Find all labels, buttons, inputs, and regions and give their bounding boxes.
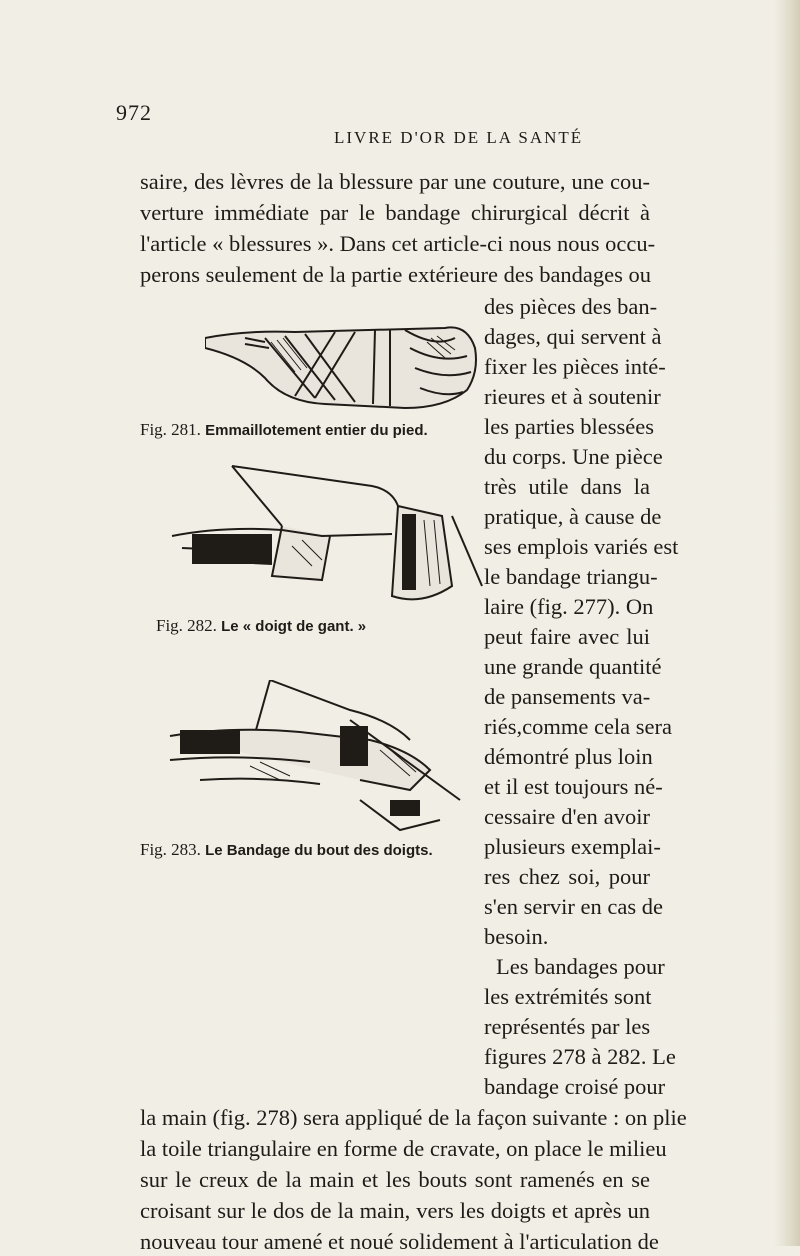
figure-283-caption (140, 840, 433, 860)
text-line: figures 278 à 282. Le (484, 1044, 676, 1069)
text-line: saire, des lèvres de la blessure par une couture, une cou- (140, 169, 650, 194)
text-line: rieures et à soutenir (484, 384, 661, 409)
figure-283-fingertip-bandage (160, 680, 490, 840)
figure-283-title: Le Bandage du bout des doigts. (205, 842, 433, 859)
text-line: une grande quantité (484, 654, 662, 679)
text-line: les extrémités sont (484, 984, 652, 1009)
text-line: de pansements va- (484, 684, 651, 709)
text-line: s'en servir en cas de (484, 894, 663, 919)
text-line: verture immédiate par le bandage chirurgical décrit à (140, 200, 650, 225)
text-line: perons seulement de la partie extérieure des bandages ou (140, 262, 652, 287)
text-line: le bandage triangu- (484, 564, 658, 589)
figure-282-finger-glove (162, 456, 502, 606)
running-head: LIVRE D'OR DE LA SANTÉ (334, 128, 584, 147)
figure-281-number: Fig. 281. (140, 420, 201, 439)
text-line: ses emplois variés est (484, 534, 679, 559)
text-line: peut faire avec lui (484, 624, 650, 649)
text-line: besoin. (484, 924, 549, 949)
page-edge-shadow (774, 0, 800, 1246)
text-line: l'article « blessures ». Dans cet article-ci nous nous occu- (140, 231, 656, 256)
figure-281-caption (140, 420, 428, 440)
text-line: res chez soi, pour (484, 864, 650, 889)
text-line: nouveau tour amené et noué solidement à l'articulation de (140, 1229, 659, 1254)
text-line: démontré plus loin (484, 744, 653, 769)
text-line: sur le creux de la main et les bouts sont ramenés en se (140, 1167, 650, 1192)
text-line: riés,comme cela sera (484, 714, 673, 739)
text-line: cessaire d'en avoir (484, 804, 650, 829)
text-line: dages, qui servent à (484, 324, 662, 349)
figure-281-bandaged-foot (205, 308, 495, 418)
figure-283-number: Fig. 283. (140, 840, 201, 859)
figure-281-title: Emmaillotement entier du pied. (205, 422, 428, 439)
text-line: la main (fig. 278) sera appliqué de la façon suivante : on plie (140, 1105, 687, 1130)
page-number: 972 (116, 100, 152, 125)
text-line: fixer les pièces inté- (484, 354, 666, 379)
text-line: bandage croisé pour (484, 1074, 666, 1099)
figure-282-number: Fig. 282. (156, 616, 217, 635)
text-line: laire (fig. 277). On (484, 594, 654, 619)
text-line: la toile triangulaire en forme de cravate, on place le milieu (140, 1136, 667, 1161)
text-line: pratique, à cause de (484, 504, 662, 529)
text-line: représentés par les (484, 1014, 651, 1039)
text-line: du corps. Une pièce (484, 444, 663, 469)
figure-282-title: Le « doigt de gant. » (221, 618, 367, 635)
text-line: les parties blessées (484, 414, 654, 439)
text-line: et il est toujours né- (484, 774, 663, 799)
text-line: des pièces des ban- (484, 294, 658, 319)
text-line: croisant sur le dos de la main, vers les doigts et après un (140, 1198, 650, 1223)
text-line: très utile dans la (484, 474, 650, 499)
text-line: Les bandages pour (496, 954, 665, 979)
figure-282-caption (156, 616, 366, 636)
text-line: plusieurs exemplai- (484, 834, 661, 859)
